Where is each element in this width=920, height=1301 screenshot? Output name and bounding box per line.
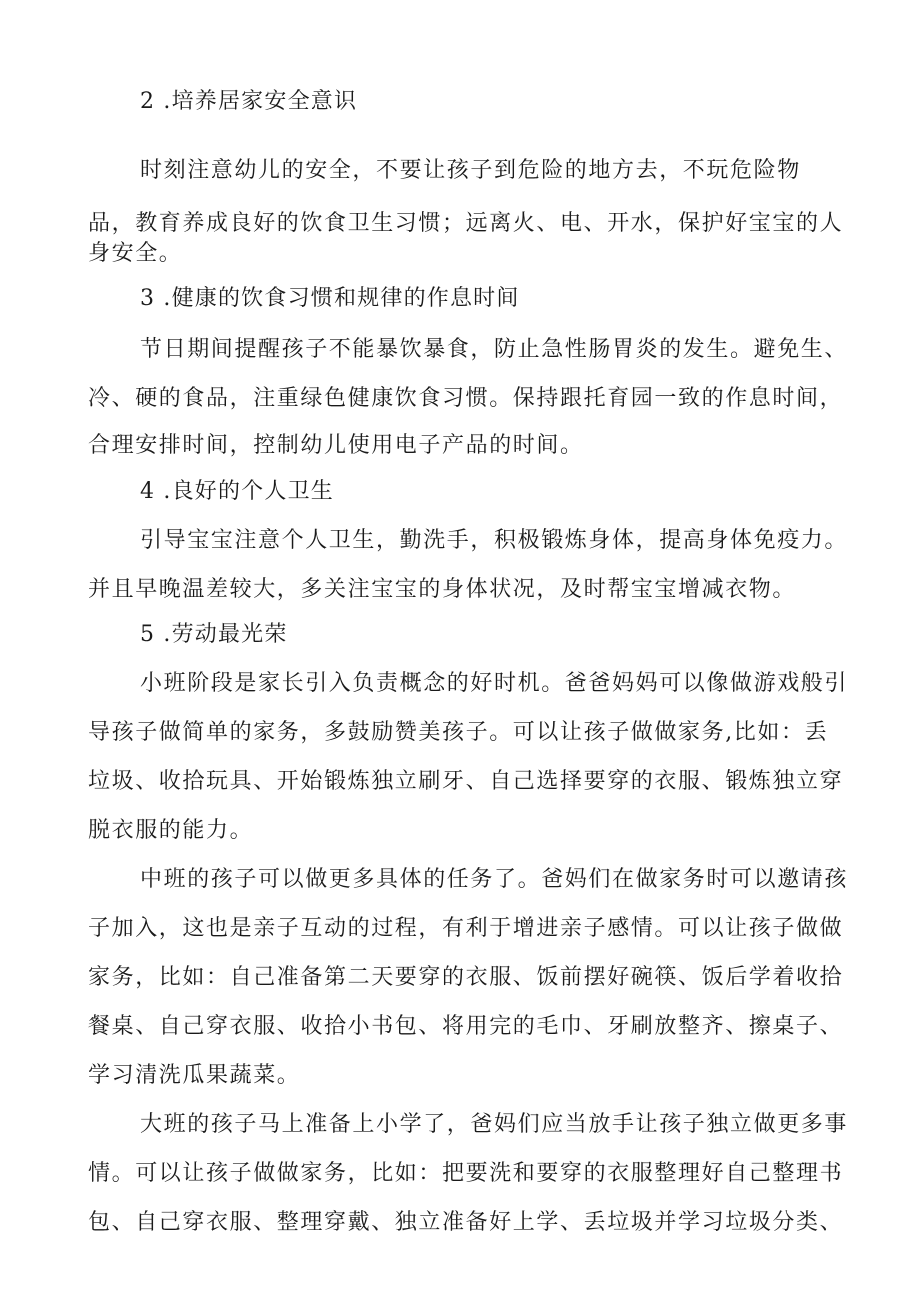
section-5-middle-class-line-2: 子加入，这也是亲子互动的过程，有利于增进亲子感情。可以让孩子做做 — [88, 916, 844, 941]
section-5-middle-class-line-1: 中班的孩子可以做更多具体的任务了。爸妈们在做家务时可以邀请孩 — [140, 867, 849, 892]
section-3-heading: 3 .健康的饮食习惯和规律的作息时间 — [140, 286, 520, 311]
section-3-paragraph-line-3: 合理安排时间，控制幼儿使用电子产品的时间。 — [88, 433, 584, 458]
section-2-paragraph-line-3: 身安全。 — [88, 241, 183, 266]
section-5-middle-class-line-3: 家务，比如：自己准备第二天要穿的衣服、饭前摆好碗筷、饭后学着收拾 — [88, 965, 844, 990]
section-5-small-class-line-2: 导孩子做简单的家务，多鼓励赞美孩子。可以让孩子做做家务,比如：丢 — [88, 720, 829, 745]
section-4-paragraph-line-2: 并且早晚温差较大，多关注宝宝的身体状况，及时帮宝宝增减衣物。 — [88, 577, 797, 602]
section-5-heading: 5 .劳动最光荣 — [140, 622, 288, 647]
section-5-middle-class-line-4: 餐桌、自己穿衣服、收拾小书包、将用完的毛巾、牙刷放整齐、擦桌子、 — [88, 1014, 844, 1039]
section-2-heading: 2 .培养居家安全意识 — [140, 89, 358, 114]
section-3-paragraph-line-1: 节日期间提醒孩子不能暴饮暴食，防止急性肠胃炎的发生。避免生、 — [140, 337, 849, 362]
section-4-paragraph-line-1: 引导宝宝注意个人卫生，勤洗手，积极锻炼身体，提高身体免疫力。 — [140, 528, 849, 553]
section-5-large-class-line-3: 包、自己穿衣服、整理穿戴、独立准备好上学、丢垃圾并学习垃圾分类、 — [88, 1210, 844, 1235]
section-5-small-class-line-3: 垃圾、收拾玩具、开始锻炼独立刷牙、自己选择要穿的衣服、锻炼独立穿 — [88, 769, 844, 794]
section-5-small-class-line-4: 脱衣服的能力。 — [88, 818, 254, 843]
section-5-middle-class-line-5: 学习清洗瓜果蔬菜。 — [88, 1063, 301, 1088]
section-5-large-class-line-1: 大班的孩子马上准备上小学了，爸妈们应当放手让孩子独立做更多事 — [140, 1112, 849, 1137]
section-2-paragraph-line-1: 时刻注意幼儿的安全，不要让孩子到危险的地方去，不玩危险物 — [140, 158, 801, 183]
section-5-small-class-line-1: 小班阶段是家长引入负责概念的好时机。爸爸妈妈可以像做游戏般引 — [140, 671, 849, 696]
section-4-heading: 4 .良好的个人卫生 — [140, 479, 334, 504]
section-5-large-class-line-2: 情。可以让孩子做做家务，比如：把要洗和要穿的衣服整理好自己整理书 — [88, 1161, 844, 1186]
section-3-paragraph-line-2: 冷、硬的食品，注重绿色健康饮食习惯。保持跟托育园一致的作息时间， — [88, 386, 844, 411]
section-2-paragraph-line-2: 品，教育养成良好的饮食卫生习惯；远离火、电、开水，保护好宝宝的人 — [88, 211, 844, 236]
